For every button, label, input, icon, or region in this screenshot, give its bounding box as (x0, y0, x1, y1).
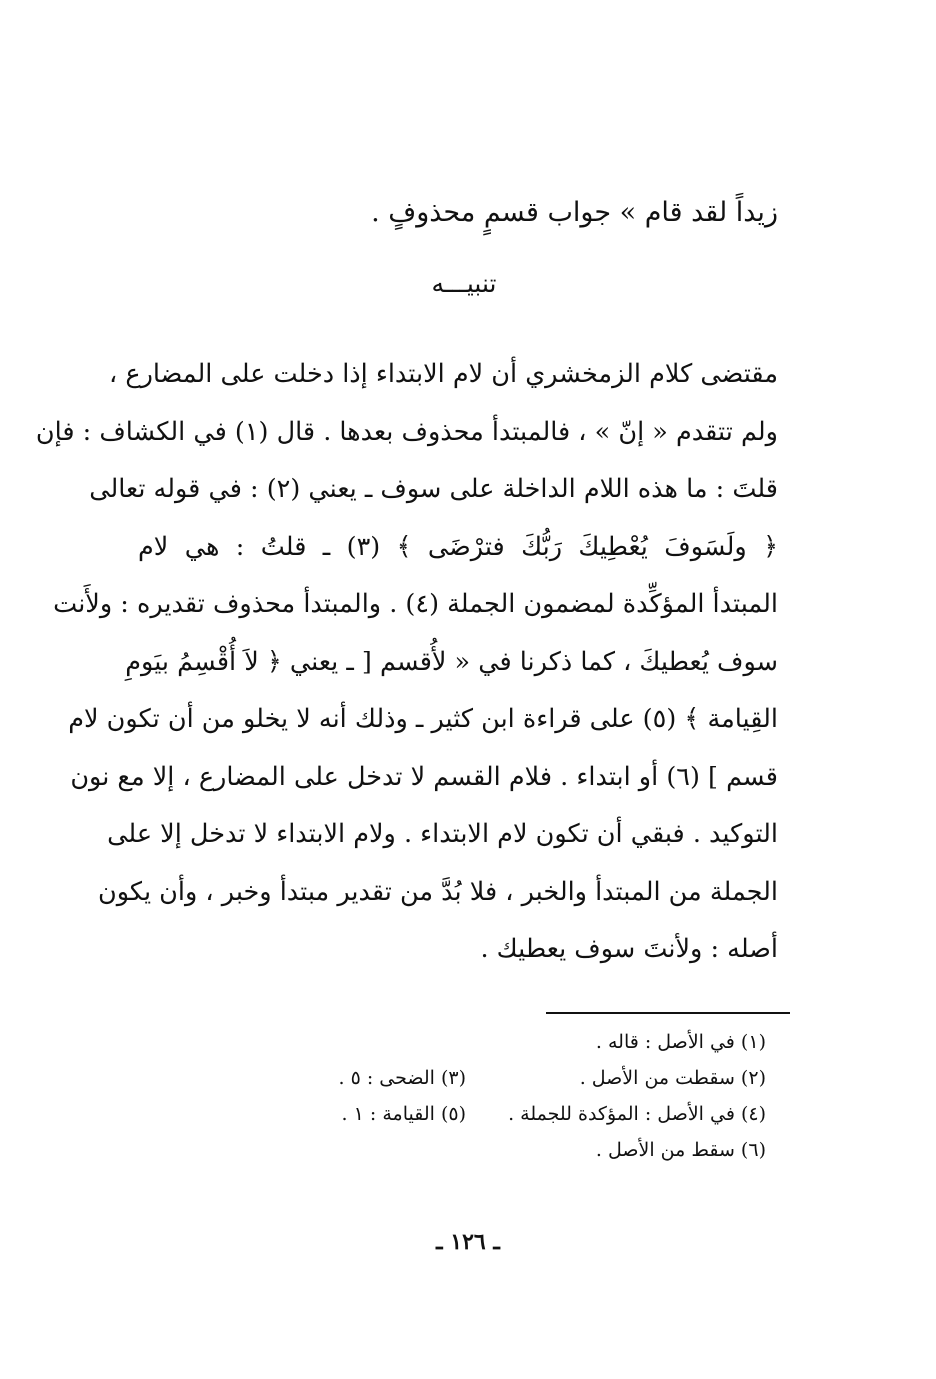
footnote-6: (٦) سقط من الأصل . (595, 1139, 766, 1161)
page-number: ـ ١٢٦ ـ (436, 1229, 500, 1255)
footnote-5: (٥) القيامة : ١ . (341, 1103, 466, 1125)
footnotes (206, 1024, 766, 1168)
footnote-divider (546, 1012, 790, 1014)
footnote-row (206, 1096, 766, 1132)
body-line-9: التوكيد . فبقي أن تكون لام الابتداء . ولام الابتداء لا تدخل إلا على (107, 819, 778, 849)
body-line-8: قسم ] (٦) أو ابتداء . فلام القسم لا تدخل على المضارع ، إلا مع نون (70, 761, 778, 792)
footnote-row (206, 1132, 766, 1168)
body-line-1: مقتضى كلام الزمخشري أن لام الابتداء إذا دخلت على المضارع ، (109, 359, 778, 389)
footnote-1: (١) في الأصل : قاله . (595, 1031, 766, 1053)
footnote-empty (206, 1024, 466, 1060)
body-paragraph (35, 346, 779, 979)
body-line-10: الجملة من المبتدأ والخبر ، فلا بُدَّ من تقدير مبتدأ وخبر ، وأن يكون (98, 876, 778, 907)
footnote-row (206, 1024, 766, 1060)
body-line-3: قلتَ : ما هذه اللام الداخلة على سوف ـ يعني (٢) : في قوله تعالى (89, 474, 778, 504)
body-line-2: ولم تتقدم « إنّ » ، فالمبتدأ محذوف بعدها . قال (١) في الكشاف : فإن (35, 416, 778, 447)
body-line-6: سوف يُعطيكَ ، كما ذكرنا في « لأُقسم [ ـ يعني ﴿ لاَ أُقْسِمُ بيَومِ (125, 646, 778, 677)
footnote-3: (٣) الضحى : ٥ . (338, 1067, 466, 1089)
body-line-11: أصله : ولأنتَ سوف يعطيك . (480, 934, 778, 964)
footnote-empty (206, 1132, 466, 1168)
body-line-5: المبتدأ المؤكِّدة لمضمون الجملة (٤) . والمبتدأ محذوف تقديره : ولأَنت (53, 589, 778, 619)
body-line-7: القِيامة ﴾ (٥) على قراءة ابن كثير ـ وذلك أنه لا يخلو من أن تكون لام (68, 704, 778, 734)
section-heading (0, 262, 936, 306)
continued-line: زيداً لقد قام » جواب قسمٍ محذوفٍ . (371, 197, 778, 228)
heading-text: تنبيـــه (431, 269, 497, 298)
footnote-row (206, 1060, 766, 1096)
footnote-2: (٢) سقطت من الأصل . (579, 1067, 766, 1089)
body-line-4: ﴿ ولَسَوفَ يُعْطِيكَ رَبُّكَ فترْضَى ﴾ (٣) ـ قلتُ : هي لام (138, 531, 779, 562)
footnote-4: (٤) في الأصل : المؤكدة للجملة . (508, 1103, 766, 1125)
